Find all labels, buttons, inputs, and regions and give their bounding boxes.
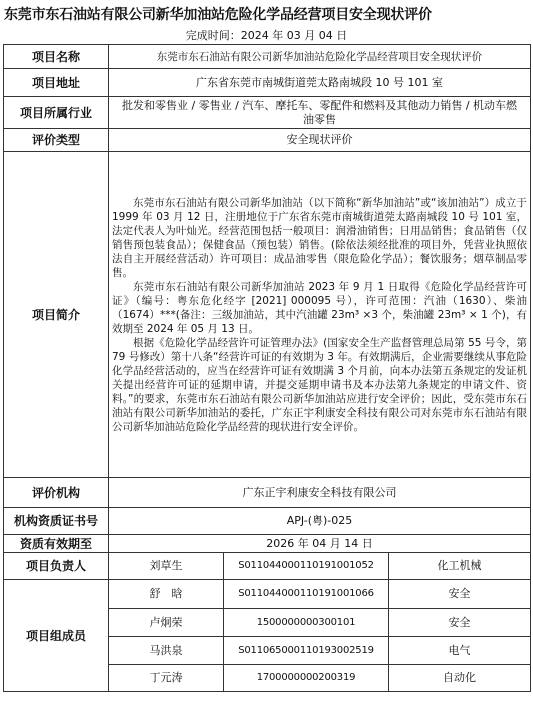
leader-name: 刘草生 [109, 553, 224, 580]
evaluation-type-value: 安全现状评价 [109, 129, 531, 152]
row-project-name [4, 45, 531, 69]
project-name-value: 东莞市东石油站有限公司新华加油站危险化学品经营项目安全现状评价 [109, 45, 531, 69]
valid-until-label: 资质有效期至 [4, 535, 109, 553]
project-intro-label: 项目简介 [4, 152, 109, 478]
member-cert-id: 1500000000300101 [224, 609, 389, 637]
member-row [4, 580, 531, 609]
row-valid-until [4, 535, 531, 553]
row-project-leader [4, 553, 531, 580]
row-evaluation-type [4, 129, 531, 152]
project-name-label: 项目名称 [4, 45, 109, 69]
evaluation-org-value: 广东正宇利康安全科技有限公司 [109, 478, 531, 508]
evaluation-org-label: 评价机构 [4, 478, 109, 508]
project-intro-value [109, 152, 531, 478]
member-specialty: 安全 [389, 609, 531, 637]
member-specialty: 安全 [389, 580, 531, 609]
member-name: 卢炯荣 [109, 609, 224, 637]
evaluation-type-label: 评价类型 [4, 129, 109, 152]
member-name: 舒 晗 [109, 580, 224, 609]
row-project-address [4, 69, 531, 97]
project-industry-label: 项目所属行业 [4, 97, 109, 129]
row-evaluation-org [4, 478, 531, 508]
completed-date: 2024 年 03 月 04 日 [240, 29, 348, 42]
row-project-industry [4, 97, 531, 129]
member-cert-id: 1700000000200319 [224, 665, 389, 692]
project-address-value: 广东省东莞市南城街道莞太路南城段 10 号 101 室 [109, 69, 531, 97]
member-specialty: 自动化 [389, 665, 531, 692]
valid-until-value: 2026 年 04 月 14 日 [109, 535, 531, 553]
member-name: 丁元涛 [109, 665, 224, 692]
project-info-table [3, 44, 531, 692]
completed-label: 完成时间： [185, 29, 241, 42]
project-industry-value: 批发和零售业 / 零售业 / 汽车、摩托车、零配件和燃料及其他动力销售 / 机动车燃油零售 [109, 97, 531, 129]
member-name: 马洪泉 [109, 637, 224, 665]
report-title: 东莞市东石油站有限公司新华加油站危险化学品经营项目安全现状评价 [4, 7, 432, 23]
leader-specialty: 化工机械 [389, 553, 531, 580]
intro-paragraph-1: 东莞市东石油站有限公司新华加油站（以下简称“新华加油站”或“该加油站”）成立于 1999 年 03 月 12 日，注册地位于广东省东莞市南城街道莞太路南城段 10 号 101 室，法定代表人为叶灿光。经营范围包括一般项目：润滑油销售；日用品销售；食品销售（仅销售预包装食品）；保健食品（预包装）销售。(除依法须经批准的项目外，凭营业执照依法自主开展经营活动）许可项目：成品油零售（限危险化学品）；餐饮服务；烟草制品零售。 [112, 196, 528, 279]
project-members-label: 项目组成员 [4, 580, 109, 692]
leader-cert-id: S011044000110191001052 [224, 553, 389, 580]
row-cert-number [4, 508, 531, 535]
row-project-intro [4, 152, 531, 478]
completed-time [3, 29, 530, 44]
cert-number-value: APJ-(粤)-025 [109, 508, 531, 535]
member-cert-id: S011065000110193002519 [224, 637, 389, 665]
member-specialty: 电气 [389, 637, 531, 665]
intro-paragraph-3: 根据《危险化学品经营许可证管理办法》(国家安全生产监督管理总局第 55 号令，第 79 号修改）第十八条“经营许可证的有效期为 3 年。有效期满后，企业需要继续从事危险化学品经营活动的，应当在经营许可证有效期满 3 个月前，向本办法第五条规定的发证机关提出经营许可证的延期申请，并提交延期申请书及本办法第九条规定的申请文件、资料。”的要求，东莞市东石油站有限公司新华加油站应进行安全评价；因此，受东莞市东石油站有限公司新华加油站的委托，广东正宇利康安全科技有限公司对东莞市东石油站有限公司新华加油站危险化学品经营的现状进行安全评价。 [112, 336, 528, 433]
project-leader-label: 项目负责人 [4, 553, 109, 580]
member-cert-id: S011044000110191001066 [224, 580, 389, 609]
intro-paragraph-2: 东莞市东石油站有限公司新华加油站 2023 年 9 月 1 日取得《危险化学品经营许可证》（编号：粤东危化经字 [2021] 000095 号），许可范围：汽油（1630）、柴油（1674）***(备注：三级加油站，其中汽油罐 23m³ ×3 个，柴油罐 23m³ × 1 个)，有效期至 2024 年 05 月 13 日。 [112, 280, 528, 335]
cert-number-label: 机构资质证书号 [4, 508, 109, 535]
project-address-label: 项目地址 [4, 69, 109, 97]
